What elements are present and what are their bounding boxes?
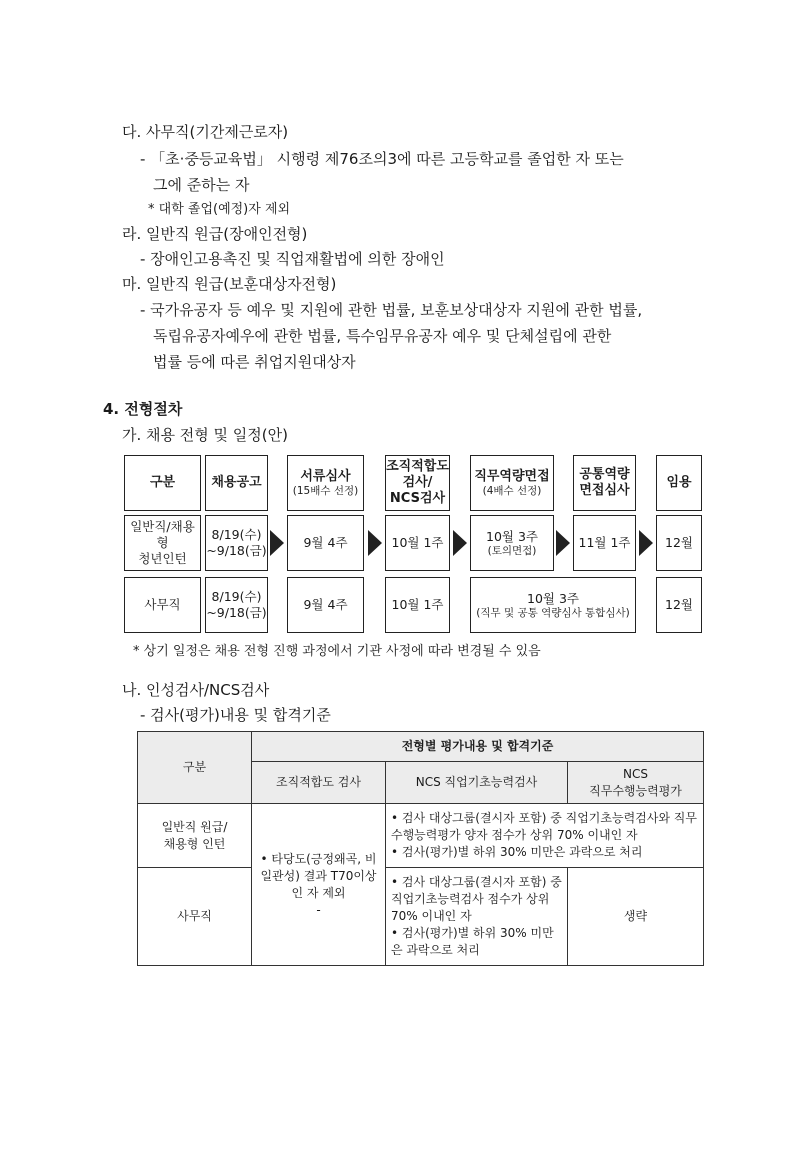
schedule-note: * 상기 일정은 채용 전형 진행 과정에서 기관 사정에 따라 변경될 수 있음 (133, 644, 541, 659)
section-ma-title: 마. 일반직 원급(보훈대상자전형) (122, 275, 337, 293)
criteria-row2-col3: 생략 (568, 868, 704, 966)
schedule-row1-common: 11월 1주 (573, 515, 636, 571)
procedure-sub-na: 나. 인성검사/NCS검사 (122, 681, 270, 699)
section-da-note: * 대학 졸업(예정)자 제외 (148, 202, 291, 217)
schedule-row2-merged: 10월 3주 (직무 및 공통 역량심사 통합심사) (470, 577, 636, 633)
schedule-head-competency: 직무역량면접 (4배수 선정) (470, 455, 554, 511)
section-ma-item: - 국가유공자 등 예우 및 지원에 관한 법률, 보훈보상대상자 지원에 관한 법률, (140, 301, 643, 319)
schedule-row2-label: 사무직 (124, 577, 201, 633)
criteria-head-gubun: 구분 (138, 732, 252, 804)
arrow-right-icon (453, 530, 467, 556)
criteria-col-ncs-basic: NCS 직업기초능력검사 (386, 762, 568, 804)
section-ma-item-cont1: 독립유공자예우에 관한 법률, 특수임무유공자 예우 및 단체설립에 관한 (153, 327, 612, 345)
arrow-right-icon (368, 530, 382, 556)
schedule-head-appoint: 임용 (656, 455, 702, 511)
schedule-row2-appoint: 12월 (656, 577, 702, 633)
schedule-row2-fit: 10월 1주 (385, 577, 450, 633)
schedule-head-common: 공통역량 면접심사 (573, 455, 636, 511)
section-ma-item-cont2: 법률 등에 따른 취업지원대상자 (153, 353, 356, 371)
section-ra-item: - 장애인고용촉진 및 직업재활법에 의한 장애인 (140, 250, 445, 268)
schedule-head-gubun: 구분 (124, 455, 201, 511)
section-da-item-cont: 그에 준하는 자 (153, 176, 250, 194)
schedule-row1-notice: 8/19(수) ~9/18(금) (205, 515, 268, 571)
criteria-row1-text: • 검사 대상그룹(결시자 포함) 중 직업기초능력검사와 직무 수행능력평가 양자 점수가 상위 70% 이내인 자 • 검사(평가)별 하위 30% 미만은 과락으로 처리 (386, 804, 704, 868)
criteria-row1-label: 일반직 원급/ 채용형 인턴 (138, 804, 252, 868)
schedule-row1-label: 일반직/채용형 청년인턴 (124, 515, 201, 571)
criteria-head-main: 전형별 평가내용 및 합격기준 (252, 732, 704, 762)
arrow-right-icon (639, 530, 653, 556)
section-ra-title: 라. 일반직 원급(장애인전형) (122, 225, 308, 243)
procedure-sub-na-item: - 검사(평가)내용 및 합격기준 (140, 706, 331, 724)
schedule-head-notice: 채용공고 (205, 455, 268, 511)
criteria-row2-text: • 검사 대상그룹(결시자 포함) 중 직업기초능력검사 점수가 상위 70% 이내인 자 • 검사(평가)별 하위 30% 미만은 과락으로 처리 (386, 868, 568, 966)
criteria-row2-label: 사무직 (138, 868, 252, 966)
schedule-row1-doc: 9월 4주 (287, 515, 364, 571)
criteria-col-ncs-job: NCS 직무수행능력평가 (568, 762, 704, 804)
schedule-head-fit: 조직적합도 검사/ NCS검사 (385, 455, 450, 511)
arrow-right-icon (556, 530, 570, 556)
section-da-title: 다. 사무직(기간제근로자) (122, 123, 289, 141)
schedule-row1-appoint: 12월 (656, 515, 702, 571)
criteria-fit-text: • 타당도(긍정왜곡, 비일관성) 결과 T70이상인 자 제외 - (252, 804, 386, 966)
procedure-sub-ga: 가. 채용 전형 및 일정(안) (122, 426, 288, 444)
section-da-item: - 「초·중등교육법」 시행령 제76조의3에 따른 고등학교를 졸업한 자 또는 (140, 150, 624, 168)
schedule-head-doc: 서류심사 (15배수 선정) (287, 455, 364, 511)
schedule-row2-doc: 9월 4주 (287, 577, 364, 633)
procedure-title: 4. 전형절차 (103, 400, 183, 418)
schedule-row1-competency: 10월 3주 (토의면접) (470, 515, 554, 571)
criteria-table (137, 731, 704, 966)
schedule-row2-notice: 8/19(수) ~9/18(금) (205, 577, 268, 633)
arrow-right-icon (270, 530, 284, 556)
schedule-row1-fit: 10월 1주 (385, 515, 450, 571)
criteria-col-fit: 조직적합도 검사 (252, 762, 386, 804)
